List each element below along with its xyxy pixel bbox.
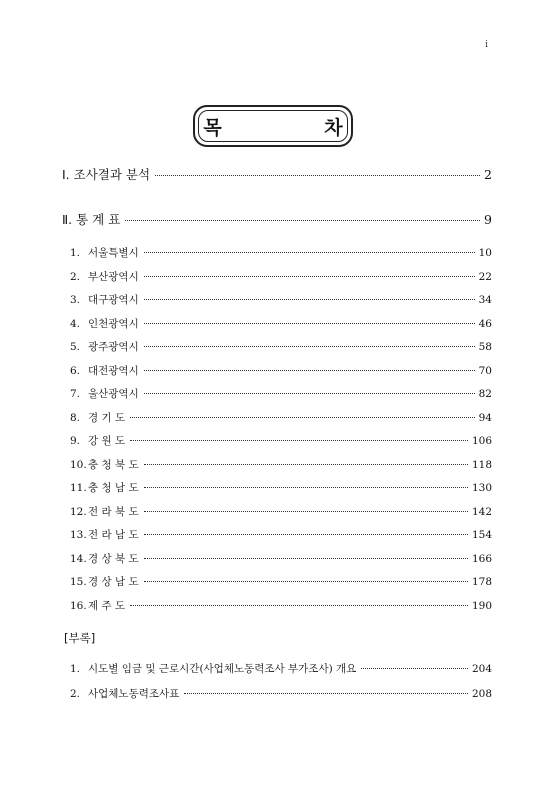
dot-leader — [144, 323, 475, 324]
dot-leader — [361, 668, 468, 669]
dot-leader — [144, 464, 468, 465]
toc-item[interactable] — [70, 504, 492, 519]
dot-leader — [130, 440, 468, 441]
page-number: i — [485, 40, 488, 50]
item-label: 전 라 남 도 — [88, 529, 139, 541]
dot-leader — [144, 558, 468, 559]
dot-leader — [144, 511, 468, 512]
toc-item[interactable] — [70, 339, 492, 354]
toc-page-number: 178 — [471, 576, 492, 588]
dot-leader — [130, 417, 475, 418]
item-number: 16. — [70, 599, 87, 612]
appendix-item-2[interactable] — [70, 686, 492, 701]
toc-section-2[interactable] — [62, 210, 492, 228]
toc-page-number: 166 — [471, 552, 492, 565]
item-number: 7. — [70, 388, 81, 400]
toc-item[interactable] — [70, 245, 492, 260]
item-number: 1. — [70, 663, 81, 675]
toc-page-number: 94 — [478, 411, 492, 424]
toc-item[interactable] — [70, 386, 492, 401]
appendix-heading: [부록] — [64, 631, 96, 645]
dot-leader — [130, 605, 468, 606]
item-label: 대전광역시 — [88, 364, 139, 377]
toc-page-number: 142 — [471, 505, 492, 518]
item-number: 2. — [70, 688, 81, 700]
toc-item[interactable] — [70, 433, 492, 448]
item-label: 사업체노동력조사표 — [88, 688, 180, 700]
item-label: 광주광역시 — [88, 341, 139, 353]
item-number: 8. — [70, 411, 81, 424]
toc-page-number: 22 — [478, 270, 492, 283]
item-number: 3. — [70, 294, 81, 306]
toc-page-number: 2 — [484, 167, 492, 182]
toc-item[interactable] — [70, 480, 492, 495]
dot-leader — [155, 175, 480, 176]
item-number: 12. — [70, 505, 87, 518]
toc-page-number: 130 — [471, 482, 492, 494]
dot-leader — [144, 487, 468, 488]
toc-item[interactable] — [70, 598, 492, 613]
item-label: 울산광역시 — [88, 388, 139, 400]
toc-item[interactable] — [70, 316, 492, 331]
item-number: 1. — [70, 247, 81, 259]
item-label: 경 상 북 도 — [88, 552, 139, 565]
dot-leader — [144, 581, 468, 582]
item-number: 9. — [70, 435, 81, 447]
dot-leader — [144, 252, 475, 253]
toc-page-number: 58 — [478, 341, 492, 353]
toc-page-number: 10 — [478, 247, 492, 259]
item-number: 4. — [70, 317, 81, 330]
toc-page-number: 46 — [478, 317, 492, 330]
toc-title-box — [193, 105, 391, 147]
toc-page-number: 70 — [478, 364, 492, 377]
appendix-item-1[interactable] — [70, 661, 492, 676]
toc-page-number: 204 — [471, 663, 492, 675]
toc-page-number: 154 — [471, 529, 492, 541]
toc-page-number: 208 — [471, 688, 492, 700]
item-number: 2. — [70, 270, 81, 283]
item-label: 충 청 남 도 — [88, 482, 139, 494]
dot-leader — [125, 220, 480, 221]
item-label: 대구광역시 — [88, 294, 139, 306]
item-label: 경 기 도 — [88, 411, 126, 424]
item-label: 인천광역시 — [88, 317, 139, 330]
item-number: 11. — [70, 482, 87, 494]
toc-section-label: Ⅰ. 조사결과 분석 — [62, 167, 151, 182]
item-label: 제 주 도 — [88, 599, 126, 612]
item-label: 경 상 남 도 — [88, 576, 139, 588]
toc-page-number: 118 — [471, 458, 492, 471]
toc-item[interactable] — [70, 363, 492, 378]
item-label: 강 원 도 — [88, 435, 126, 447]
toc-item[interactable] — [70, 551, 492, 566]
dot-leader — [144, 370, 475, 371]
toc-page-number: 82 — [478, 388, 492, 400]
item-label: 서울특별시 — [88, 247, 139, 259]
item-number: 5. — [70, 341, 81, 353]
dot-leader — [144, 299, 475, 300]
toc-item[interactable] — [70, 292, 492, 307]
toc-item[interactable] — [70, 574, 492, 589]
toc-page-number: 9 — [484, 212, 492, 227]
item-label: 시도별 임금 및 근로시간(사업체노동력조사 부가조사) 개요 — [88, 663, 357, 675]
toc-section-1[interactable] — [62, 165, 492, 183]
toc-section-label: Ⅱ. 통 계 표 — [62, 212, 121, 227]
item-number: 10. — [70, 458, 87, 471]
page-title: 목 차 — [203, 116, 391, 139]
toc-item[interactable] — [70, 457, 492, 472]
toc-page-number: 34 — [478, 294, 492, 306]
toc-item[interactable] — [70, 410, 492, 425]
toc-page-number: 190 — [471, 599, 492, 612]
toc-item[interactable] — [70, 269, 492, 284]
item-label: 부산광역시 — [88, 270, 139, 283]
item-number: 14. — [70, 552, 87, 565]
item-label: 충 청 북 도 — [88, 458, 139, 471]
dot-leader — [144, 276, 475, 277]
dot-leader — [184, 693, 468, 694]
item-number: 13. — [70, 529, 87, 541]
item-number: 6. — [70, 364, 81, 377]
toc-page-number: 106 — [471, 435, 492, 447]
dot-leader — [144, 534, 468, 535]
toc-item[interactable] — [70, 527, 492, 542]
dot-leader — [144, 346, 475, 347]
item-label: 전 라 북 도 — [88, 505, 139, 518]
dot-leader — [144, 393, 475, 394]
item-number: 15. — [70, 576, 87, 588]
